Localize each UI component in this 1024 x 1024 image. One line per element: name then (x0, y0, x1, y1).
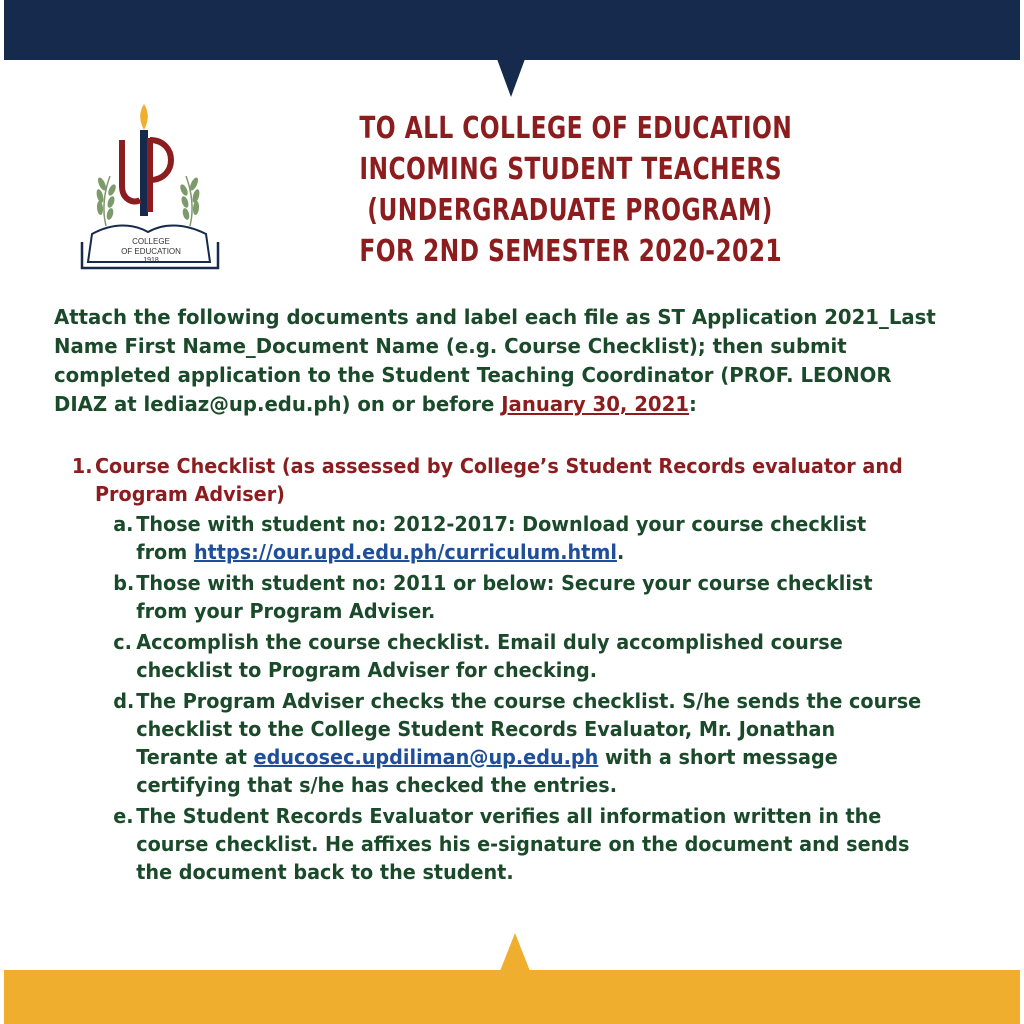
sub-item-e (70, 802, 923, 886)
top-banner-bar (4, 0, 1020, 60)
list-item-text: Course Checklist (as assessed by College’s Student Records evaluator and Program Adviser) (94, 454, 903, 506)
title-line-3: (UNDERGRADUATE PROGRAM) (367, 193, 773, 228)
logo-text-year: 1918 (143, 257, 159, 264)
sub-item-b (70, 569, 923, 625)
title-line-2: INCOMING STUDENT TEACHERS (359, 152, 783, 187)
sub-item-a (70, 510, 923, 566)
sub-item-letter: b. (113, 571, 135, 595)
email-link[interactable]: educosec.updiliman@up.edu.ph (253, 745, 599, 769)
sub-item-text: Accomplish the course checklist. Email duly accomplished course checklist to Program Adviser for checking. (136, 630, 843, 682)
intro-colon: : (689, 392, 697, 416)
list-item-course-checklist (70, 452, 953, 508)
top-banner-notch (497, 59, 525, 97)
sub-item-letter: a. (113, 512, 134, 536)
college-of-education-logo (78, 100, 224, 272)
list-item-number: 1. (71, 454, 93, 478)
sub-item-d (70, 687, 923, 799)
logo-text-college: COLLEGE (132, 237, 170, 246)
bottom-banner-notch (500, 933, 530, 971)
sub-list (70, 510, 953, 886)
sub-item-text-end: with a short message certifying that s/he has checked the entries. (136, 745, 838, 797)
sub-item-text: The Program Adviser checks the course checklist. S/he sends the course checklist to the College Student Records Evaluator, Mr. Jonathan Terante at (136, 689, 922, 769)
sub-item-c (70, 628, 923, 684)
sub-item-text: The Student Records Evaluator verifies all information written in the course checklist. He affixes his e-signature on the document and sends the document back to the student. (136, 804, 910, 884)
sub-item-letter: c. (113, 630, 132, 654)
sub-item-letter: e. (113, 804, 134, 828)
requirements-list (70, 452, 953, 889)
sub-item-text: Those with student no: 2011 or below: Secure your course checklist from your Program Adviser. (136, 571, 873, 623)
logo-text-of-education: OF EDUCATION (121, 247, 181, 256)
bottom-banner-bar (4, 970, 1020, 1024)
intro-paragraph (54, 303, 947, 419)
sub-item-letter: d. (113, 689, 135, 713)
page-title (359, 108, 793, 272)
curriculum-link[interactable]: https://our.upd.edu.ph/curriculum.html (193, 540, 617, 564)
sub-item-text-end: . (616, 540, 625, 564)
sub-item-text: Those with student no: 2012-2017: Download your course checklist from (136, 512, 867, 564)
deadline-date: January 30, 2021 (501, 392, 690, 416)
title-line-4: FOR 2ND SEMESTER 2020-2021 (359, 234, 783, 269)
intro-text: Attach the following documents and label each file as ST Application 2021_Last Name First Name_Document Name (e.g. Course Checklist); then submit completed application to the Student Teaching Coordinator (PROF. LEONOR DIAZ at lediaz@up.edu.ph) on or before (54, 305, 936, 416)
title-line-1: TO ALL COLLEGE OF EDUCATION (359, 111, 793, 146)
